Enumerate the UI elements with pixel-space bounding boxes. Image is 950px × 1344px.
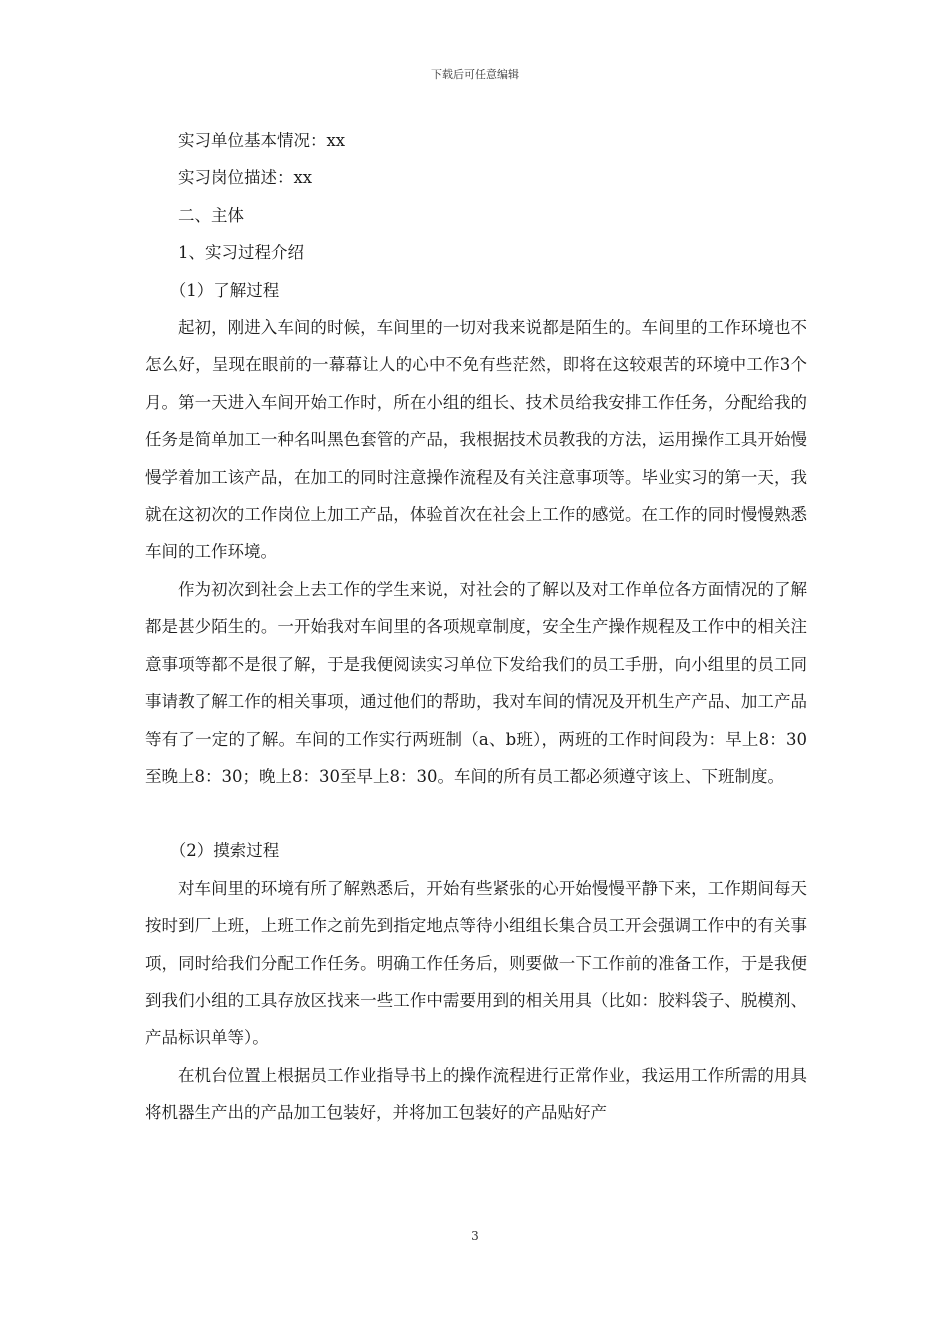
page-header: 下载后可任意编辑 [431,68,519,81]
paragraph-3: 对车间里的环境有所了解熟悉后，开始有些紧张的心开始慢慢平静下来，工作期间每天按时到厂上班，上班工作之前先到指定地点等待小组组长集合员工开会强调工作中的有关事项，同时给我们分配工作任务。明确工作任务后，则要做一下工作前的准备工作，于是我便到我们小组的工具存放区找来一些工作中需要用到的相关用具（比如：胶料袋子、脱模剂、产品标识单等）。 [145,878,807,1048]
post-description-line: 实习岗位描述：xx [178,168,313,188]
document-body [145,122,807,1132]
part1-heading: （1）了解过程 [169,280,280,300]
page-number: 3 [471,1229,479,1243]
unit-info-line: 实习单位基本情况：xx [178,131,346,150]
paragraph-4: 在机台位置上根据员工作业指导书上的操作流程进行正常作业，我运用工作所需的用具将机器生产出的产品加工包装好，并将加工包装好的产品贴好产 [145,1065,807,1123]
paragraph-2: 作为初次到社会上去工作的学生来说，对社会的了解以及对工作单位各方面情况的了解都是甚少陌生的。一开始我对车间里的各项规章制度，安全生产操作规程及工作中的相关注意事项等都不是很了解，于是我便阅读实习单位下发给我们的员工手册，向小组里的员工同事请教了解工作的相关事项，通过他们的帮助，我对车间的情况及开机生产产品、加工产品等有了一定的了解。车间的工作实行两班制（a、b班），两班的工作时间段为：早上8：30至晚上8：30；晚上8：30至早上8：30。车间的所有员工都必须遵守该上、下班制度。 [145,579,807,786]
subsection-heading: 1、实习过程介绍 [178,243,304,263]
section-heading: 二、主体 [178,205,244,225]
part2-heading: （2）摸索过程 [169,841,280,861]
paragraph-1: 起初，刚进入车间的时候，车间里的一切对我来说都是陌生的。车间里的工作环境也不怎么好，呈现在眼前的一幕幕让人的心中不免有些茫然，即将在这较艰苦的环境中工作3个月。第一天进入车间开始工作时，所在小组的组长、技术员给我安排工作任务，分配给我的任务是简单加工一种名叫黑色套管的产品，我根据技术员教我的方法，运用操作工具开始慢慢学着加工该产品，在加工的同时注意操作流程及有关注意事项等。毕业实习的第一天，我就在这初次的工作岗位上加工产品，体验首次在社会上工作的感觉。在工作的同时慢慢熟悉车间的工作环境。 [145,318,807,562]
